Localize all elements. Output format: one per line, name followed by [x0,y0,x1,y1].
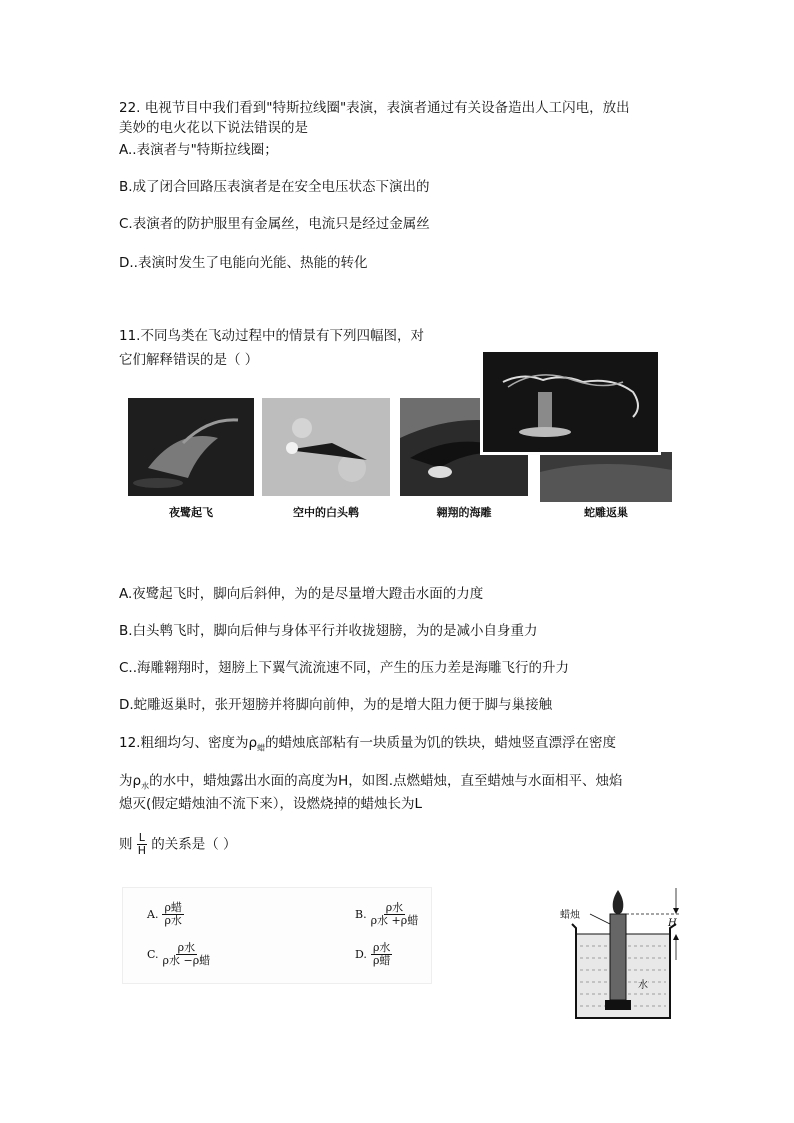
q12-line2-pre: 为 [119,773,133,789]
option-b-fraction [371,902,419,927]
tesla-coil-photo [480,349,661,455]
night-heron-photo [128,398,254,496]
option-b-den: ρ水 +ρ蜡 [370,914,419,927]
q12-option-c [147,942,210,967]
caption-night-heron: 夜鹭起飞 [169,506,213,519]
h-label: H [668,918,677,929]
rho-symbol: ρ [248,735,258,751]
night-heron-image [128,398,254,496]
bulbul-image [262,398,390,496]
q22-stem-line2: 美妙的电火花以下说法错误的是 [119,120,308,136]
option-a-den: ρ水 [164,914,182,927]
q11-stem-line2: 它们解释错误的是（ ） [119,352,259,368]
option-b-num: ρ水 [385,901,404,914]
option-a-fraction [162,902,183,927]
q12-stem-line4 [119,832,237,857]
q22-option-a: A..表演者与"特斯拉线圈； [119,142,278,158]
rho-water-subscript: 水 [141,781,150,791]
q12-line1-pre: 12.粗细均匀、密度为 [119,735,249,751]
q22-option-d: D..表演时发生了电能向光能、热能的转化 [119,255,368,271]
q22-stem-line1: 22. 电视节目中我们看到"特斯拉线圈"表演，表演者通过有关设备造出人工闪电，放出 [119,100,630,116]
q12-stem-line2 [119,772,623,796]
fraction-numerator: L [138,831,145,844]
q12-option-a [147,902,184,927]
option-c-num: ρ水 [177,941,196,954]
q22-option-c: C.表演者的防护服里有金属丝，电流只是经过金属丝 [119,216,430,232]
tesla-coil-image [483,352,658,452]
option-c-label: C. [147,948,159,961]
caption-bulbul: 空中的白头鹎 [293,506,359,519]
q12-line4-pre: 则 [119,836,133,853]
q11-option-d: D.蛇雕返巢时，张开翅膀并将脚向前伸，为的是增大阻力便于脚与巢接触 [119,697,553,713]
snake-eagle-photo [540,452,672,502]
q11-stem-line1: 11.不同鸟类在飞动过程中的情景有下列四幅图，对 [119,328,424,344]
q12-option-b [355,902,418,927]
option-a-num: ρ蜡 [164,901,182,914]
q12-line4-post: 的关系是（ ） [151,836,237,853]
q12-line2-post: 的水中，蜡烛露出水面的高度为H，如图.点燃蜡烛，直至蜡烛与水面相平、烛焰 [149,773,623,789]
option-d-num: ρ水 [372,941,391,954]
q22-option-b: B.成了闭合回路压表演者是在安全电压状态下演出的 [119,179,430,195]
fraction-denominator: H [137,844,146,857]
q11-option-b: B.白头鹎飞时，脚向后伸与身体平行并收拢翅膀，为的是减小自身重力 [119,623,538,639]
l-over-h-fraction [137,832,147,857]
q12-line1-post: 的蜡烛底部粘有一块质量为饥的铁块，蜡烛竖直漂浮在密度 [265,735,617,751]
option-d-den: ρ蜡 [372,954,391,967]
q12-stem-line1 [119,734,616,758]
q11-option-a: A.夜鹭起飞时，脚向后斜伸，为的是尽量增大蹬击水面的力度 [119,586,484,602]
option-d-label: D. [355,948,367,961]
candle-label: 蜡烛 [560,910,580,921]
q12-options-box [122,887,432,984]
q12-stem-line3: 熄灭(假定蜡烛油不流下来），设燃烧掉的蜡烛长为L [119,796,423,812]
option-c-den: ρ水 −ρ蜡 [162,954,211,967]
caption-sea-eagle: 翱翔的海雕 [436,506,492,519]
rho-candle-subscript: 蜡 [257,743,266,753]
candle-beaker-diagram [558,884,690,1024]
option-c-fraction [163,942,211,967]
candle-beaker-figure [558,884,690,1024]
q11-option-c: C..海雕翱翔时，翅膀上下翼气流流速不同，产生的压力差是海雕飞行的升力 [119,660,570,676]
rho-symbol: ρ [132,773,142,789]
q12-option-d [355,942,392,967]
caption-snake-eagle: 蛇雕返巢 [584,506,628,519]
bulbul-photo [262,398,390,496]
water-label: 水 [638,976,648,991]
option-b-label: B. [355,908,367,921]
option-a-label: A. [147,908,159,921]
snake-eagle-image [540,452,672,502]
option-d-fraction [371,942,392,967]
